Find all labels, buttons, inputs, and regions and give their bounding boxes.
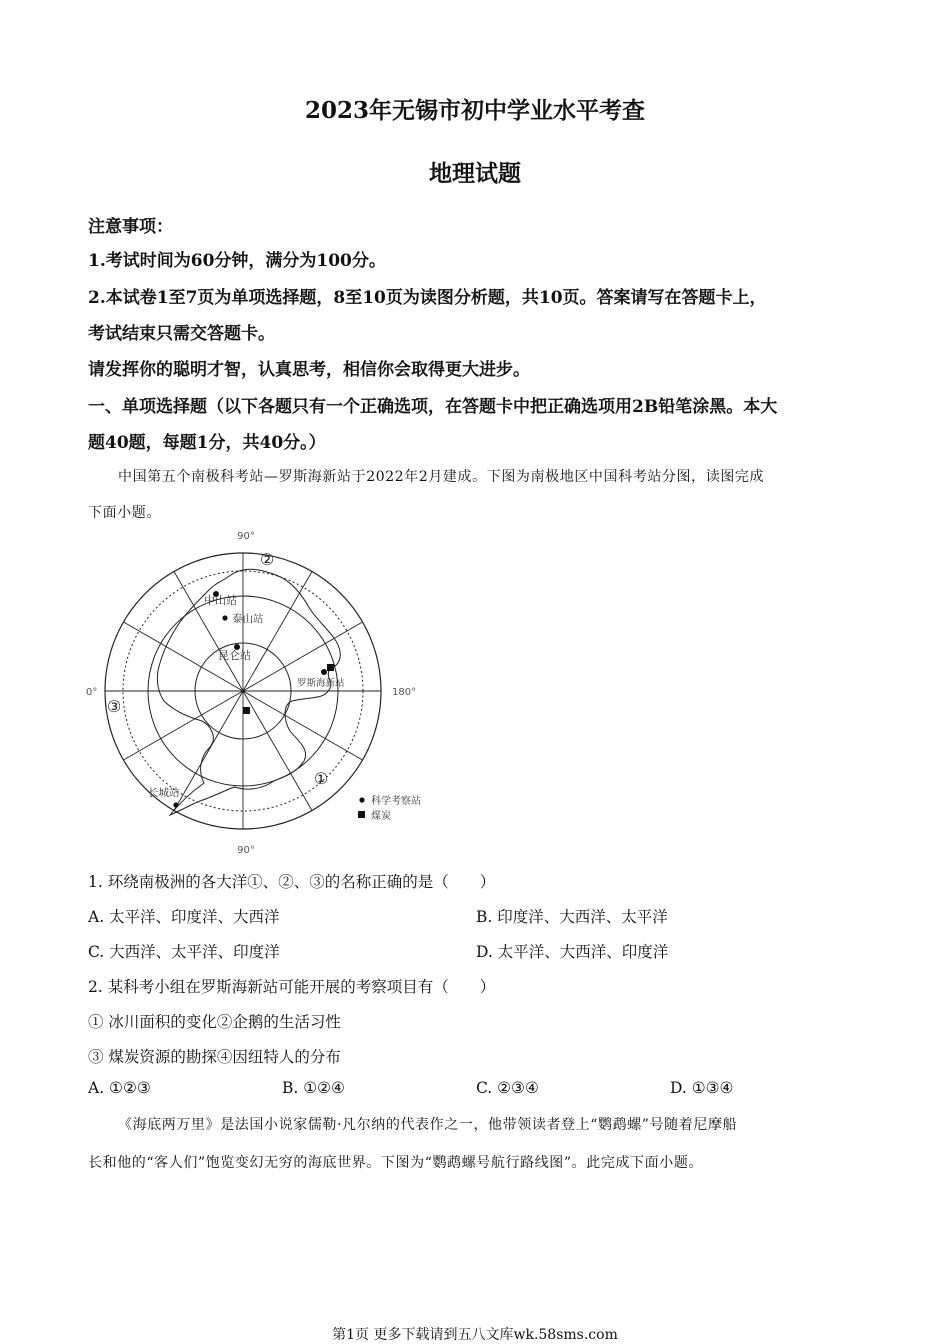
lon-label-left: 0°: [86, 687, 98, 698]
station-label-kunlun: 昆仑站: [218, 649, 251, 662]
notice-encourage: 请发挥你的聪明才智，认真思考，相信你会取得更大进步。: [88, 360, 530, 380]
coal-marker-ross: [327, 664, 334, 671]
ocean-marker-1: ①: [313, 769, 329, 788]
passage1-line2: 下面小题。: [88, 505, 161, 521]
page-footer: 第1页 更多下载请到五八文库wk.58sms.com: [332, 1327, 618, 1343]
section1-heading-line1: 一、单项选择题（以下各题只有一个正确选项，在答题卡中把正确选项用2B铅笔涂黑。本大: [88, 397, 778, 417]
q1-option-d: D. 太平洋、大西洋、印度洋: [476, 943, 669, 961]
lon-label-top: 90°: [237, 531, 255, 542]
q1-option-c: C. 大西洋、太平洋、印度洋: [88, 943, 280, 961]
notice-heading: 注意事项：: [88, 217, 173, 237]
notice-item-2-line1: 2.本试卷1至7页为单项选择题，8至10页为读图分析题，共10页。答案请写在答题卡上，: [88, 288, 767, 308]
passage2-line2: 长和他的“客人们”饱览变幻无穷的海底世界。下图为“鹦鹉螺号航行路线图”。此完成下面小题。: [88, 1155, 704, 1171]
q2-option-d: D. ①③④: [670, 1079, 734, 1097]
station-label-rossnew: 罗斯海新站: [297, 678, 345, 689]
coal-marker-center: [243, 707, 250, 714]
q2-items-line2: ③ 煤炭资源的勘探④因纽特人的分布: [88, 1048, 341, 1066]
legend-coal-label: 煤炭: [371, 811, 391, 822]
lon-label-bottom: 90°: [237, 845, 255, 856]
section1-heading-line2: 题40题，每题1分，共40分。）: [88, 433, 326, 453]
page-subtitle: 地理试题: [429, 160, 521, 187]
passage1-line1: 中国第五个南极科考站—罗斯海新站于2022年2月建成。下图为南极地区中国科考站分图，读图完成: [118, 469, 765, 485]
station-dot-taishan: [222, 615, 227, 620]
station-dot-changcheng: [173, 802, 178, 807]
notice-item-1: 1.考试时间为60分钟，满分为100分。: [88, 251, 386, 271]
ocean-marker-2: ②: [259, 550, 275, 569]
q2-option-c: C. ②③④: [476, 1079, 539, 1097]
q1-option-a: A. 太平洋、印度洋、大西洋: [88, 908, 280, 926]
station-label-zhongshan: 中山站: [204, 594, 237, 607]
antarctica-station-map: [78, 525, 438, 865]
q2-option-a: A. ①②③: [88, 1079, 151, 1097]
antarctica-coastline: [157, 569, 340, 815]
legend-station-symbol: [359, 797, 364, 802]
legend-coal-symbol: [358, 811, 365, 818]
station-label-changcheng: 长城站: [148, 787, 180, 799]
ocean-marker-3: ③: [106, 697, 122, 716]
q2-stem: 2. 某科考小组在罗斯海新站可能开展的考察项目有（ ）: [88, 978, 496, 996]
notice-item-2-line2: 考试结束只需交答题卡。: [88, 324, 275, 344]
q2-items-line1: ① 冰川面积的变化②企鹅的生活习性: [88, 1013, 341, 1031]
q1-option-b: B. 印度洋、大西洋、太平洋: [476, 908, 668, 926]
page-title: 2023年无锡市初中学业水平考查: [304, 97, 645, 124]
station-label-taishan: 泰山站: [232, 613, 264, 625]
lon-label-right: 180°: [392, 687, 417, 698]
q2-option-b: B. ①②④: [282, 1079, 345, 1097]
station-dot-rossnew: [321, 669, 327, 675]
q1-stem: 1. 环绕南极洲的各大洋①、②、③的名称正确的是（ ）: [88, 873, 496, 891]
passage2-line1: 《海底两万里》是法国小说家儒勒·凡尔纳的代表作之一，他带领读者登上“鹦鹉螺”号随着尼摩船: [118, 1117, 738, 1133]
legend-station-label: 科学考察站: [371, 796, 421, 807]
